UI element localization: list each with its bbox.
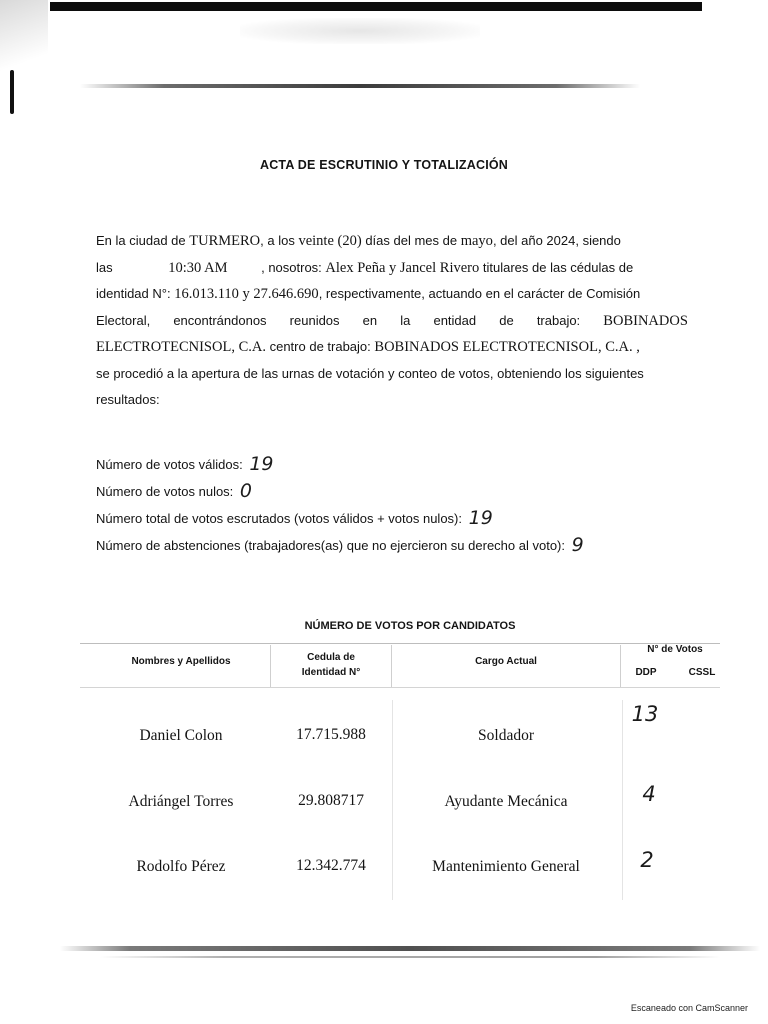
table-row-name: Rodolfo Pérez (136, 858, 226, 875)
id-numbers: 16.013.110 y 27.646.690 (174, 286, 319, 302)
header-cssl: CSSL (688, 667, 716, 678)
abstentions-value: 9 (571, 534, 584, 556)
table-row-position: Mantenimiento General (432, 858, 580, 875)
null-votes-value: 0 (239, 480, 253, 502)
total-votes-value: 19 (468, 507, 493, 529)
scan-line-bottom-faint (100, 956, 720, 958)
header-votes: N° de Votos (647, 644, 703, 655)
table-row-name: Adriángel Torres (128, 793, 234, 810)
null-votes-row: Número de votos nulos: 0 (96, 480, 253, 502)
paragraph-line-2: las 10:30 AM , nosotros: Alex Peña y Jancel Rivero titulares de las cédulas de (96, 259, 634, 276)
header-ddp: DDP (635, 667, 657, 678)
table-row-id: 12.342.774 (296, 857, 366, 874)
city: TURMERO (189, 233, 261, 249)
scan-smudge (240, 18, 480, 44)
company-name: ELECTROTECNISOL, C.A. (96, 339, 266, 355)
scan-line-bottom (60, 946, 760, 951)
header-id: Cedula de Identidad N° (301, 652, 361, 678)
paragraph-line-4: Electoral, encontrándonos reunidos en la entidad de trabajo: BOBINADOS (96, 312, 688, 329)
total-votes-row: Número total de votos escrutados (votos válidos + votos nulos): 19 (96, 507, 493, 529)
paragraph-line-3: identidad N°: 16.013.110 y 27.646.690, respectivamente, actuando en el carácter de Comisión (96, 286, 641, 302)
company-name-2: BOBINADOS ELECTROTECNISOL, C.A. , (374, 339, 640, 355)
table-row-votes: 2 (640, 848, 654, 872)
valid-votes-value: 19 (249, 453, 274, 475)
table-row-votes: 4 (642, 782, 656, 806)
scan-left-mark (10, 70, 14, 114)
abstentions-row: Número de abstenciones (trabajadores(as) que no ejercieron su derecho al voto): 9 (96, 534, 584, 556)
valid-votes-row: Número de votos válidos: 19 (96, 453, 274, 475)
paragraph-line-7: resultados: (96, 392, 160, 407)
month: mayo (460, 233, 493, 249)
day: veinte (20) (298, 233, 362, 249)
scanner-watermark: Escaneado con CamScanner (630, 1003, 748, 1013)
paragraph-line-6: se procedió a la apertura de las urnas de votación y conteo de votos, obteniendo los siguientes (96, 365, 644, 381)
paragraph-line-1: En la ciudad de TURMERO, a los veinte (20) días del mes de mayo, del año 2024, siendo (96, 233, 621, 249)
commission-names: Alex Peña y Jancel Rivero (325, 259, 480, 276)
paragraph-line-5: ELECTROTECNISOL, C.A. centro de trabajo: BOBINADOS ELECTROTECNISOL, C.A. , (96, 339, 640, 355)
header-name: Nombres y Apellidos (131, 656, 231, 667)
table-title: NÚMERO DE VOTOS POR CANDIDATOS (304, 620, 516, 632)
vote-counts (96, 451, 584, 559)
table-divider (270, 645, 271, 687)
table-row-position: Soldador (478, 727, 534, 744)
table-row-name: Daniel Colon (139, 727, 223, 744)
table-divider (620, 645, 621, 687)
table-row-id: 17.715.988 (296, 726, 366, 743)
time: 10:30 AM (168, 259, 228, 276)
table-row-votes: 13 (631, 702, 659, 726)
scan-line-top (80, 84, 640, 88)
table-row-position: Ayudante Mecánica (444, 793, 568, 810)
body-paragraph (96, 228, 688, 414)
scan-top-edge (50, 2, 702, 11)
document-title: ACTA DE ESCRUTINIO Y TOTALIZACIÓN (259, 158, 509, 172)
table-header-rule (80, 687, 720, 688)
table-row-id: 29.808717 (298, 792, 364, 809)
header-position: Cargo Actual (475, 656, 537, 667)
scan-shadow (0, 0, 48, 72)
